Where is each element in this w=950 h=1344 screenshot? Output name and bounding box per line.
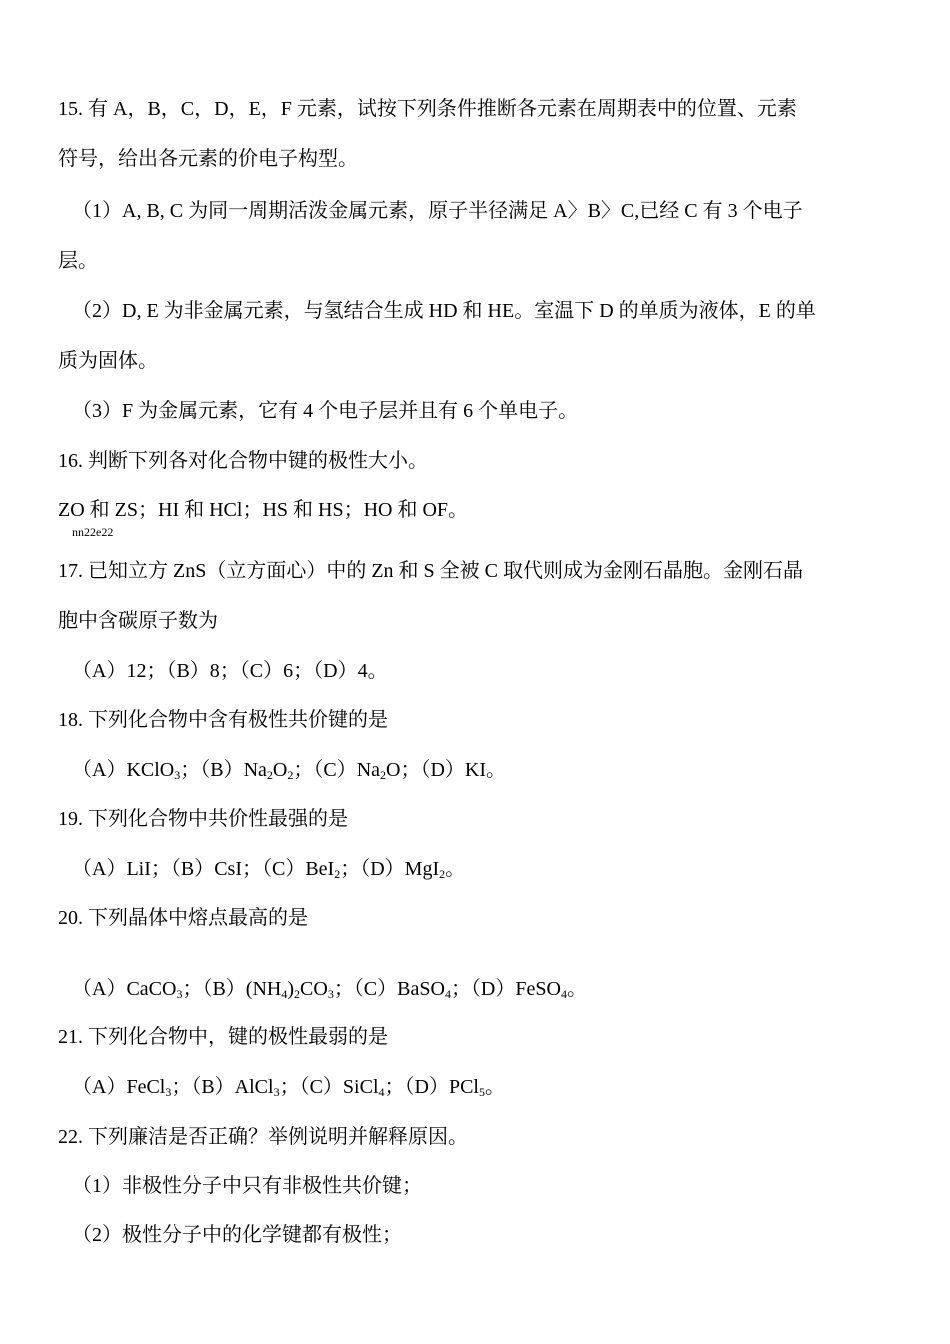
q20-title: 20. 下列晶体中熔点最高的是: [58, 907, 308, 929]
q22-item2: （2）极性分子中的化学键都有极性；: [72, 1224, 402, 1246]
q15-condition1-line1: （1）A, B, C 为同一周期活泼金属元素，原子半径满足 A〉B〉C,已经 C 有 3 个电子: [72, 200, 803, 222]
q19-title: 19. 下列化合物中共价性最强的是: [58, 808, 348, 830]
q21-options: （A）FeCl$_3$；（B）AlCl$_3$；（C）SiCl$_4$；（D）PCl$_5$。: [72, 1076, 505, 1099]
q15-condition2-line2: 质为固体。: [58, 350, 158, 372]
q15-condition3: （3）F 为金属元素，它有 4 个电子层并且有 6 个单电子。: [72, 400, 579, 422]
q17-line1: 17. 已知立方 ZnS（立方面心）中的 Zn 和 S 全被 C 取代则成为金刚石晶胞。金刚石晶: [58, 560, 804, 582]
q16-pairs: ZO 和 ZS；HI 和 HCl；HS 和 HS；HO 和 OF。: [58, 499, 469, 521]
q15-line2: 符号，给出各元素的价电子构型。: [58, 148, 358, 170]
q18-title: 18. 下列化合物中含有极性共价键的是: [58, 709, 388, 731]
q15-condition1-line2: 层。: [58, 250, 98, 272]
q16-subscript-note: nn22e22: [72, 525, 114, 539]
q17-options: （A）12；（B）8；（C）6；（D）4。: [72, 660, 388, 682]
q19-options: （A）LiI；（B）CsI；（C）BeI$_2$；（D）MgI$_2$。: [72, 858, 466, 881]
q15-line1: 15. 有 A，B，C，D，E，F 元素，试按下列条件推断各元素在周期表中的位置、元素: [58, 98, 797, 120]
q16-title: 16. 判断下列各对化合物中键的极性大小。: [58, 450, 428, 472]
q22-title: 22. 下列廉洁是否正确？举例说明并解释原因。: [58, 1126, 468, 1148]
q22-item1: （1）非极性分子中只有非极性共价键；: [72, 1175, 422, 1197]
q18-options: （A）KClO$_3$；$(B)Na_2O_2$；$(C)Na_2O$；（D）KI。: [72, 759, 507, 782]
q17-line2: 胞中含碳原子数为: [58, 610, 218, 632]
q21-title: 21. 下列化合物中，键的极性最弱的是: [58, 1026, 388, 1048]
q20-options: （A）CaCO$_3$；$(B)(NH_4)_2CO_3$；（C）BaSO$_4$；（D）FeSO$_4$。: [72, 978, 587, 1001]
q15-condition2-line1: （2）D, E 为非金属元素，与氢结合生成 HD 和 HE。室温下 D 的单质为液体，E 的单: [72, 300, 816, 322]
